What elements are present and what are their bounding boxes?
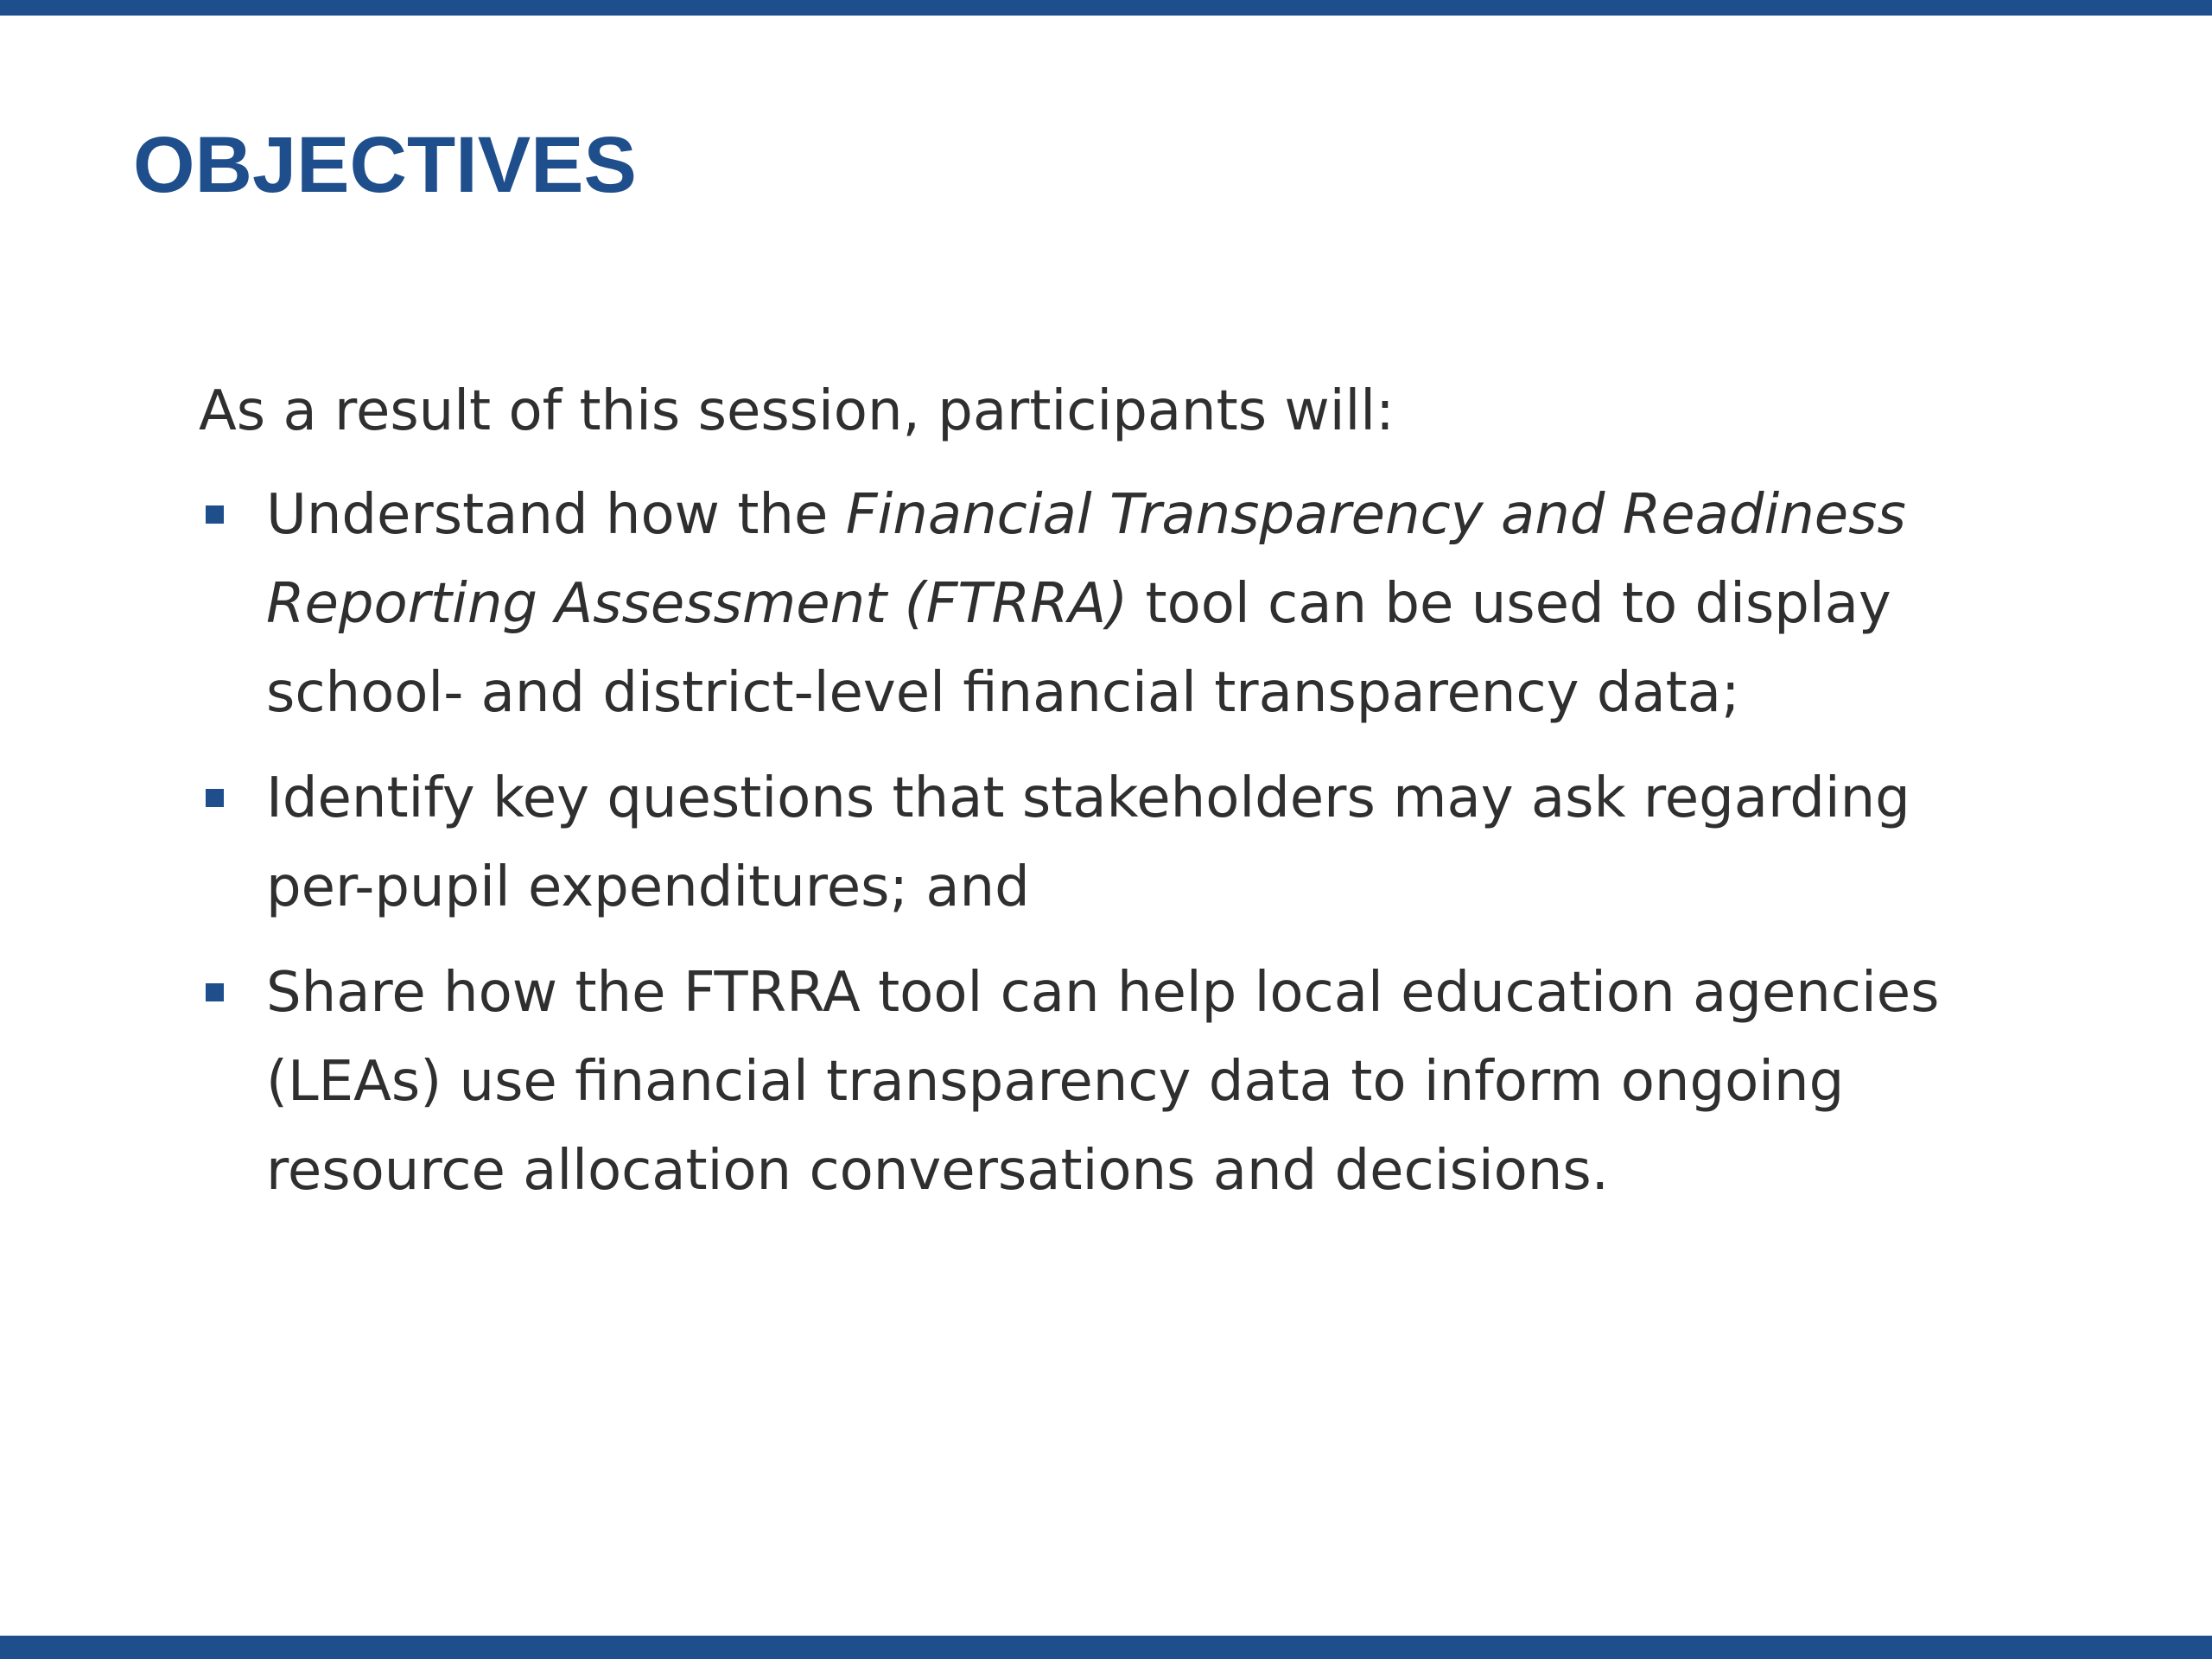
objective-line: [266, 949, 2082, 1038]
slide-title: OBJECTIVES: [133, 121, 637, 209]
objective-line: [266, 560, 2082, 649]
text-run: Understand how the: [266, 483, 846, 547]
objective-item: [199, 949, 2082, 1216]
text-run: Identify key questions that stakeholders may ask regarding: [266, 766, 1910, 830]
objective-line: [266, 1127, 2082, 1216]
objectives-list: [199, 471, 2082, 1216]
text-run: tool can be used to display: [1128, 572, 1891, 636]
italic-text-run: Reporting Assessment (FTRRA): [266, 572, 1128, 636]
square-bullet-icon: [206, 983, 224, 1001]
intro-text: As a result of this session, participants will:: [199, 379, 1395, 443]
text-run: per-pupil expenditures; and: [266, 855, 1030, 919]
objective-item: [199, 471, 2082, 738]
bottom-accent-bar: [0, 1636, 2212, 1659]
objective-item: [199, 754, 2082, 932]
text-run: resource allocation conversations and decisions.: [266, 1139, 1609, 1203]
objective-line: [266, 754, 2082, 843]
objective-line: [266, 649, 2082, 738]
objective-line: [266, 1038, 2082, 1127]
text-run: Share how the FTRRA tool can help local education agencies: [266, 961, 1940, 1025]
objective-line: [266, 471, 2082, 560]
italic-text-run: Financial Transparency and Readiness: [845, 483, 1906, 547]
slide-body: [199, 367, 2082, 1232]
top-accent-bar: [0, 0, 2212, 16]
objective-line: [266, 843, 2082, 932]
square-bullet-icon: [206, 789, 224, 807]
text-run: (LEAs) use financial transparency data to inform ongoing: [266, 1050, 1845, 1114]
text-run: school- and district-level financial transparency data;: [266, 661, 1740, 725]
square-bullet-icon: [206, 505, 224, 524]
